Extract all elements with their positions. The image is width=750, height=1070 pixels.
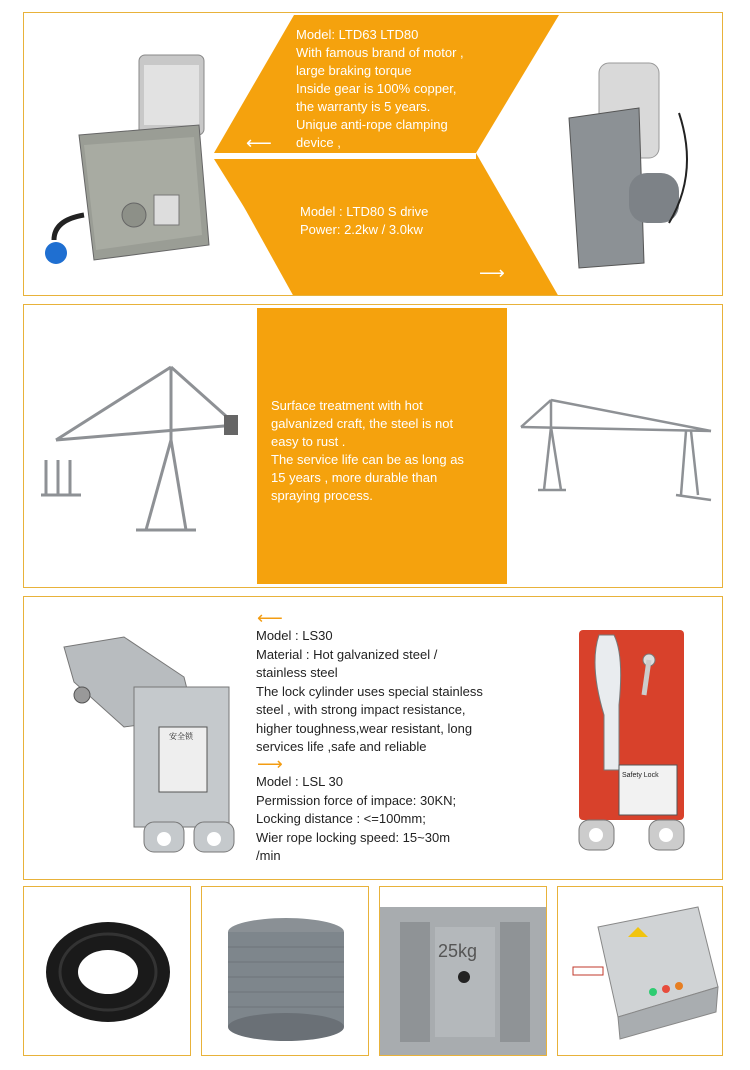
red-lock-nameplate-label: Safety Lock [622, 772, 659, 779]
accessory-cable [23, 886, 191, 1056]
motor-description-top [296, 26, 464, 152]
line: Permission force of impace: 30KN; [256, 792, 457, 808]
safety-lock-image [44, 627, 244, 857]
platform-description [271, 397, 464, 505]
hoist-drive-image [559, 53, 709, 273]
line: The service life can be as long as [271, 452, 464, 467]
motor-description-bottom [300, 203, 428, 239]
right-arrow-icon: ⟶ [479, 263, 505, 283]
ls30-description [256, 627, 483, 757]
right-arrow-icon: ⟶ [257, 754, 283, 774]
line: Model : LSL 30 [256, 774, 343, 789]
control-box-image [558, 887, 723, 1056]
left-arrow-icon: ⟵ [257, 608, 283, 628]
platform-cradle-image [36, 355, 251, 555]
line: Surface treatment with hot [271, 398, 423, 413]
line: Locking distance : <=100mm; [256, 811, 426, 826]
line: galvanized craft, the steel is not [271, 416, 454, 431]
accessory-control-box [557, 886, 723, 1056]
accessory-counterweight [379, 886, 547, 1056]
line: stainless steel [256, 665, 338, 680]
line: the warranty is 5 years. [296, 99, 431, 114]
left-arrow-icon: ⟵ [246, 133, 272, 153]
lock-nameplate-label: 安全锁 [169, 732, 193, 741]
line: Model: LTD63 LTD80 [296, 27, 419, 42]
safety-lock-section [23, 596, 723, 880]
lsl30-description [256, 773, 456, 866]
counterweight-image [380, 887, 547, 1056]
line: /min [256, 848, 281, 863]
cable-coil-image [24, 887, 191, 1056]
line: Power: 2.2kw / 3.0kw [300, 222, 423, 237]
platform-section [23, 304, 723, 588]
hoist-motor-image [34, 25, 224, 295]
line: Model : LTD80 S drive [300, 204, 429, 219]
line: Unique anti-rope clamping [296, 117, 448, 132]
accessory-wire-rope [201, 886, 369, 1056]
line: Inside gear is 100% copper, [296, 81, 457, 96]
motor-section [23, 12, 723, 296]
line: spraying process. [271, 488, 373, 503]
line: higher toughness,wear resistant, long [256, 720, 473, 736]
line: Wier rope locking speed: 15~30m [256, 829, 451, 845]
weight-label: 25kg [438, 941, 478, 961]
line: large braking torque [296, 63, 412, 78]
line: The lock cylinder uses special stainless [256, 683, 483, 699]
line: With famous brand of motor , [296, 45, 464, 60]
line: Material : Hot galvanized steel / [256, 646, 438, 662]
line: steel , with strong impact resistance, [256, 702, 466, 717]
line: 15 years , more durable than [271, 470, 438, 485]
line: Model : LS30 [256, 628, 333, 643]
line: device , [296, 135, 341, 150]
line: services life ,safe and reliable [256, 739, 427, 754]
line: easy to rust . [271, 434, 346, 449]
red-safety-lock-image [564, 625, 704, 855]
platform-cradle-image-right [516, 395, 716, 525]
wire-rope-reel-image [202, 887, 369, 1056]
